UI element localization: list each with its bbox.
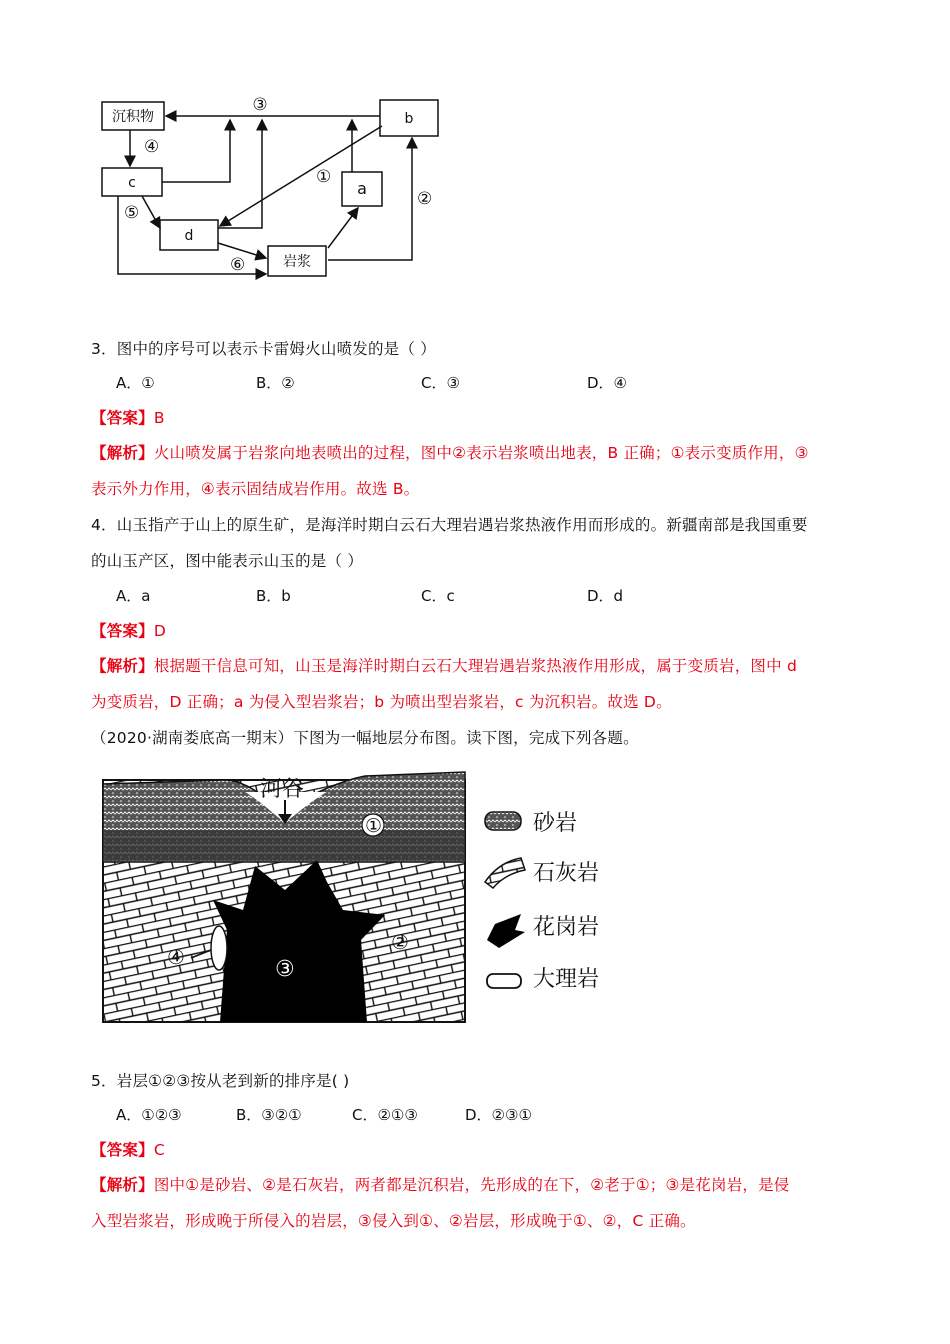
rock-cycle-diagram: [90, 88, 460, 288]
q4-option-d: D．d: [587, 587, 624, 605]
box-d-label: d: [184, 228, 194, 244]
box-a-label: a: [357, 179, 367, 198]
section-intro: （2020·湖南娄底高一期末）下图为一幅地层分布图。读下图，完成下列各题。: [91, 729, 639, 747]
box-sediment-label: 沉积物: [112, 109, 154, 125]
q5-option-b: B．③②①: [236, 1106, 302, 1124]
box-b-label: b: [404, 111, 414, 127]
q3-option-b: B．②: [256, 374, 295, 392]
q5-stem: 5．岩层①②③按从老到新的排序是( ): [91, 1072, 350, 1090]
label-3: ③: [252, 95, 268, 115]
q4-stem-line1: 4．山玉指产于山上的原生矿，是海洋时期白云石大理岩遇岩浆热液作用而形成的。新疆南部是我国重要: [91, 516, 808, 534]
q4-option-b: B．b: [256, 587, 291, 605]
q5-answer-value: C: [153, 1141, 165, 1159]
q4-explanation-line1: [91, 654, 797, 676]
strata-label-2: ②: [391, 930, 409, 954]
legend-granite: 花岗岩: [533, 915, 600, 940]
q4-explanation-line2: 为变质岩，D 正确；a 为侵入型岩浆岩；b 为喷出型岩浆岩，c 为沉积岩。故选 D。: [91, 693, 672, 711]
q5-answer: [91, 1138, 165, 1160]
strata-label-3: ③: [275, 957, 295, 982]
label-2: ②: [417, 189, 433, 209]
q5-option-d: D．②③①: [465, 1106, 532, 1124]
q3-answer-value: B: [153, 409, 165, 427]
q5-option-a: A．①②③: [116, 1106, 182, 1124]
box-c-label: c: [128, 175, 136, 191]
q4-stem-line2: 的山玉产区，图中能表示山玉的是（ ）: [91, 552, 364, 570]
q5-explanation-line2: 入型岩浆岩，形成晚于所侵入的岩层，③侵入到①、②岩层，形成晚于①、②，C 正确。: [91, 1212, 696, 1230]
strata-label-4: ④: [167, 945, 185, 969]
q3-option-c: C．③: [421, 374, 460, 392]
label-1: ①: [316, 167, 332, 187]
q3-exp-text1: 火山喷发属于岩浆向地表喷出的过程，图中②表示岩浆喷出地表，B 正确；①表示变质作用，③: [153, 444, 809, 462]
q3-option-d: D．④: [587, 374, 627, 392]
q3-answer-tag: 【答案】: [91, 409, 154, 427]
legend-marble: 大理岩: [533, 967, 600, 992]
q5-exp-text1: 图中①是砂岩、②是石灰岩，两者都是沉积岩，先形成的在下，②老于①；③是花岗岩，是侵: [153, 1176, 790, 1194]
q3-exp-tag: 【解析】: [91, 444, 154, 462]
legend-sandstone: 砂岩: [533, 811, 578, 836]
valley-label: 河谷: [260, 777, 305, 802]
label-4: ④: [144, 137, 160, 157]
q5-option-c: C．②①③: [352, 1106, 418, 1124]
q5-exp-tag: 【解析】: [91, 1176, 154, 1194]
q4-answer-value: D: [153, 622, 166, 640]
legend-limestone: 石灰岩: [533, 861, 600, 886]
q3-stem: 3．图中的序号可以表示卡雷姆火山喷发的是（ ）: [91, 340, 436, 358]
label-5: ⑤: [124, 203, 140, 223]
q3-answer: [91, 406, 165, 428]
box-magma-label: 岩浆: [283, 254, 311, 270]
q5-answer-tag: 【答案】: [91, 1141, 154, 1159]
q4-option-a: A．a: [116, 587, 151, 605]
strata-diagram: [95, 770, 625, 1030]
q4-exp-tag: 【解析】: [91, 657, 154, 675]
label-6: ⑥: [230, 255, 246, 275]
strata-label-1: ①: [365, 815, 383, 837]
q5-explanation-line1: [91, 1173, 790, 1195]
q4-answer: [91, 619, 166, 641]
q3-explanation-line1: [91, 441, 809, 463]
q4-answer-tag: 【答案】: [91, 622, 154, 640]
q3-option-a: A．①: [116, 374, 155, 392]
q4-option-c: C．c: [421, 587, 455, 605]
q4-exp-text1: 根据题干信息可知，山玉是海洋时期白云石大理岩遇岩浆热液作用形成，属于变质岩，图中 d: [153, 657, 797, 675]
q3-explanation-line2: 表示外力作用，④表示固结成岩作用。故选 B。: [91, 480, 420, 498]
